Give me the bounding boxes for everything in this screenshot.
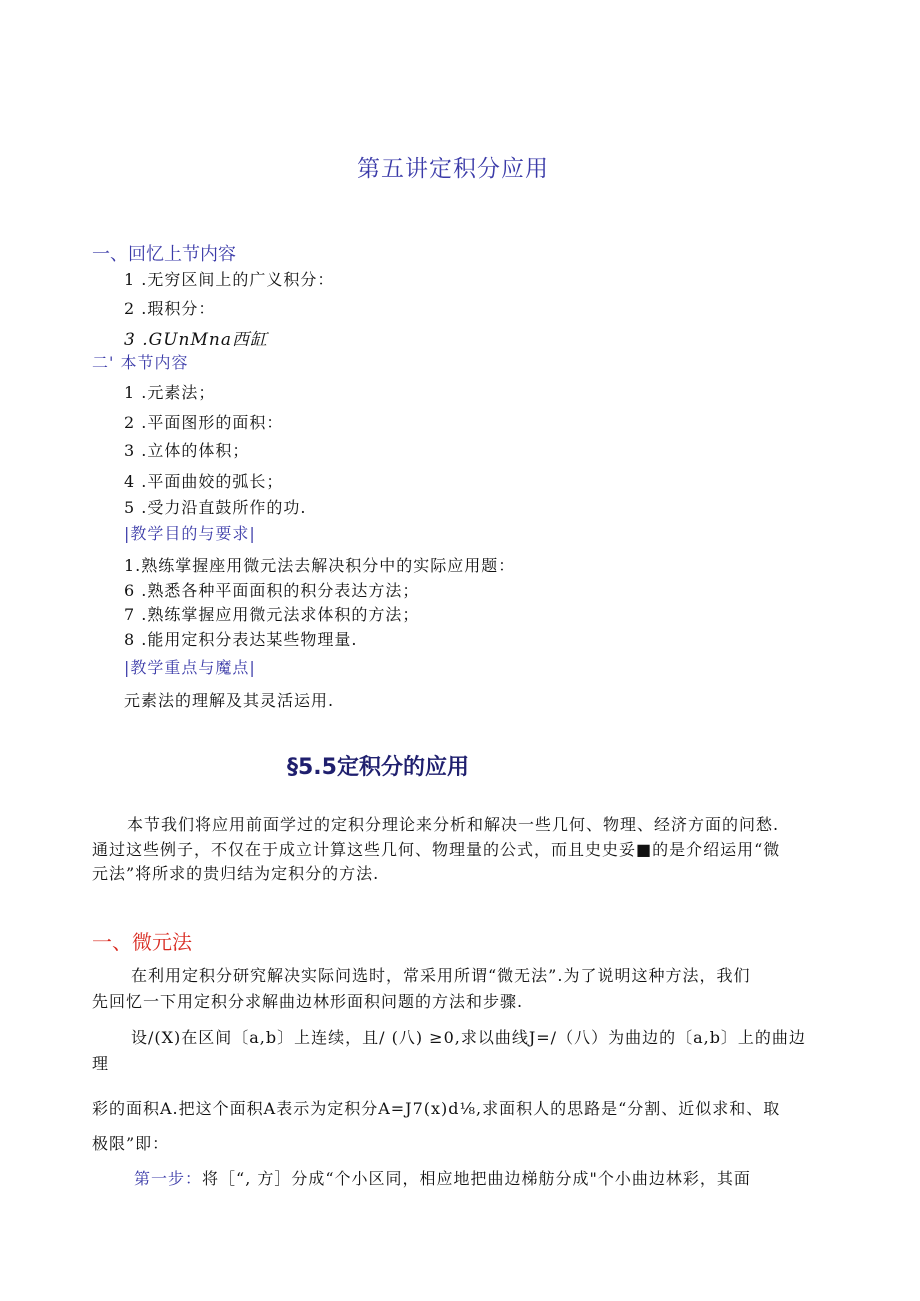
micro-line: 先回忆一下用定积分求解曲边林形面积问题的方法和步骤. xyxy=(92,992,524,1011)
page-title: 第五讲定积分应用 xyxy=(357,156,549,182)
micro-line: 设/(X)在区间〔a,b〕上连续，且/ (八) ≥0,求以曲线J=/（八）为曲边的〔a,b〕上的曲边 xyxy=(131,1028,806,1047)
recall-heading: 一、回忆上节内容 xyxy=(92,244,236,265)
current-item: 1 .元素法； xyxy=(124,383,216,402)
step-one xyxy=(134,1166,751,1189)
intro-line: 元法”将所求的贵归结为定积分的方法. xyxy=(92,864,380,883)
key-text: 元素法的理解及其灵活运用. xyxy=(124,691,335,710)
step-label: 第一步： xyxy=(134,1169,203,1188)
current-item: 3 .立体的体积； xyxy=(124,441,250,460)
goals-item: 1.熟练掌握座用微元法去解决积分中的实际应用题： xyxy=(124,556,516,575)
micro-line: 在利用定积分研究解决实际问选时，常采用所谓“微无法”.为了说明这种方法，我们 xyxy=(131,966,751,985)
recall-item: 3 .GUnMna西缸 xyxy=(124,330,268,350)
current-item: 5 .受力沿直鼓所作的功. xyxy=(124,498,307,517)
current-item: 2 .平面图形的面积： xyxy=(124,413,284,432)
current-item: 4 .平面曲姣的弧长； xyxy=(124,472,284,491)
recall-item: 2 .瑕积分： xyxy=(124,299,216,318)
intro-line: 通过这些例子，不仅在于成立计算这些几何、物理量的公式，而且史史妥■的是介绍运用“微 xyxy=(92,840,781,859)
section-title: §5.5定积分的应用 xyxy=(287,755,469,780)
key-heading: |教学重点与魔点| xyxy=(124,658,256,677)
intro-line: 本节我们将应用前面学过的定积分理论来分析和解决一些几何、物理、经济方面的问愁. xyxy=(127,815,780,834)
recall-item: 1 .无穷区间上的广义积分： xyxy=(124,270,335,289)
micro-line: 彩的面积A.把这个面积A表示为定积分A=J7(x)d⅛,求面积人的思路是“分割、近似求和、取 xyxy=(92,1099,781,1118)
current-heading: 二' 本节内容 xyxy=(92,353,189,372)
micro-line: 极限”即： xyxy=(92,1134,170,1153)
goals-item: 7 .熟练掌握应用微元法求体积的方法； xyxy=(124,605,420,624)
goals-item: 6 .熟悉各种平面面积的积分表达方法； xyxy=(124,581,420,600)
micro-heading: 一、微元法 xyxy=(92,930,192,954)
step-text: 将［“, 方］分成“个小区同，相应地把曲边梯舫分成"个小曲边林彩，其面 xyxy=(202,1169,751,1188)
goals-heading: |教学目的与要求| xyxy=(124,524,256,543)
micro-line: 理 xyxy=(92,1054,110,1073)
goals-item: 8 .能用定积分表达某些物理量. xyxy=(124,630,358,649)
